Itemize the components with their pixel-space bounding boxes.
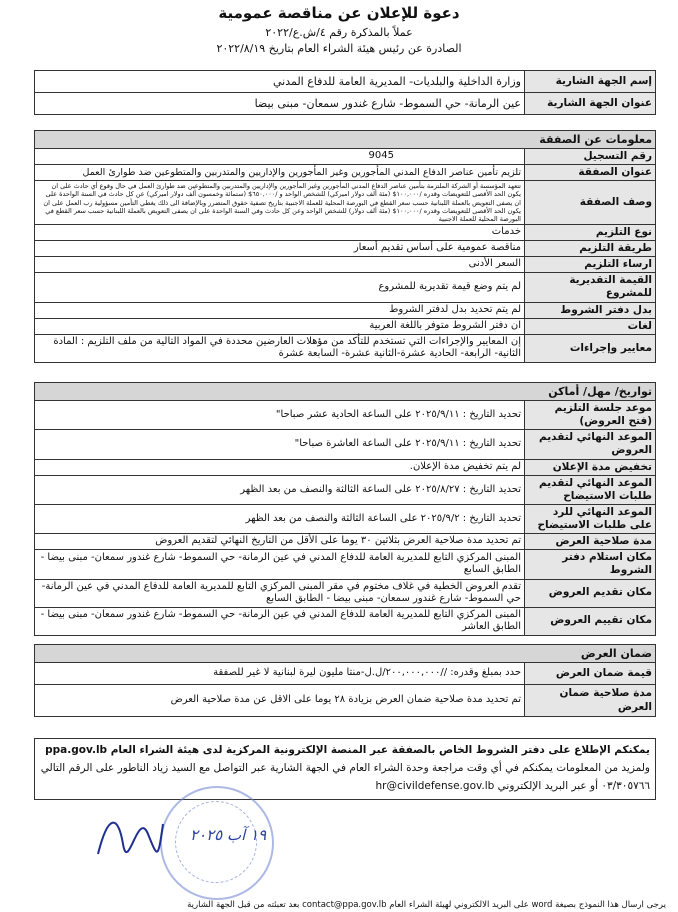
language-value: ان دفتر الشروط متوفر باللغة العربية — [35, 318, 525, 334]
dates-row-value: تحديد التاريخ : ٢٠٢٥/٩/٢ على الساعة الثالثة والنصف من بعد الظهر — [35, 504, 525, 533]
deal-info-table — [34, 130, 656, 363]
criteria-label: معايير وإجراءات — [525, 334, 656, 362]
guarantee-value: حدد بمبلغ وقدره: //٢٠٠,٠٠٠,٠٠٠/ل.ل-منتا مليون ليرة لبنانية لا غير للصفقة — [35, 663, 525, 685]
entity-address-value: عين الرمانة- حي السموط- شارع غندور سمعان- مبنى بيضا — [35, 93, 525, 115]
fee-label: بدل دفتر الشروط — [525, 302, 656, 318]
dates-row-label: مكان تقديم العروض — [525, 579, 656, 607]
handwritten-date: ١٩ آب ٢٠٢٥ — [190, 826, 267, 844]
memo-reference: عملاً بالمذكرة رقم ٤/ش.ع/٢٠٢٢ — [265, 26, 413, 39]
fee-value: لم يتم تحديد بدل لدفتر الشروط — [35, 302, 525, 318]
dates-row-value: تحديد التاريخ : ٢٠٢٥/٩/١١ على الساعة العاشرة صباحا" — [35, 430, 525, 459]
contact-info-cell — [35, 739, 656, 800]
footer-note: يرجى ارسال هذا النموذج بصيغة word على البريد الالكتروني لهيئة الشراء العام contact@ppa.gov.lb بعد تعبئته من قبل الجهة الشارية — [187, 900, 666, 910]
dates-row-label: الموعد النهائي للرد على طلبات الاستيضاح — [525, 504, 656, 533]
method-label: طريقة التلزيم — [525, 241, 656, 257]
dates-row-value: لم يتم تخفيض مدة الإعلان. — [35, 459, 525, 475]
reg-number: 9045 — [368, 150, 394, 162]
estimate-value: لم يتم وضع قيمة تقديرية للمشروع — [35, 273, 525, 302]
deal-title-value: تلزيم تأمين عناصر الدفاع المدني المأجورين وغير المأجورين والإداريين والمتدربين والمتطوعين ضد طوارئ العمل — [35, 165, 525, 181]
contact-info-table — [34, 738, 656, 800]
guarantee-validity-label: مدة صلاحية ضمان العرض — [525, 685, 656, 717]
language-label: لغات — [525, 318, 656, 334]
dates-row-label: الموعد النهائي لتقديم طلبات الاستيضاح — [525, 475, 656, 504]
dates-row-label: تخفيض مدة الإعلان — [525, 459, 656, 475]
guarantee-section-title: ضمان العرض — [35, 645, 656, 663]
dates-row-value: تحديد التاريخ : ٢٠٢٥/٩/١١ على الساعة الحادية عشر صباحا" — [35, 401, 525, 430]
award-value: السعر الأدنى — [35, 257, 525, 273]
entity-address-label: عنوان الجهة الشارية — [525, 93, 656, 115]
dates-row-value: المبنى المركزي التابع للمديرية العامة للدفاع المدني في عين الرمانة- حي السموط- شارع غندور سمعان- مبنى بيضا - الطابق العاشر — [35, 607, 525, 635]
dates-row-label: موعد جلسة التلزيم (فتح العروض) — [525, 401, 656, 430]
contact-line: ولمزيد من المعلومات يمكنكم في أي وقت مراجعة وحدة الشراء العام في الجهة الشارية عبر التواصل مع السيد زياد الناطور على الرقم التالي ٠٣/٣٠٥٧٦٦ أو عبر البريد الإلكتروني hr@civildefense.gov.lb — [40, 761, 650, 792]
type-value: خدمات — [35, 224, 525, 240]
document-title: دعوة للإعلان عن مناقصة عمومية — [218, 4, 460, 22]
signature-mark — [88, 804, 168, 864]
dates-row-label: مكان استلام دفتر الشروط — [525, 550, 656, 579]
dates-row-value: تحديد التاريخ : ٢٠٢٥/٨/٢٧ على الساعة الثالثة والنصف من بعد الظهر — [35, 475, 525, 504]
deal-desc-label: وصف الصفقة — [525, 181, 656, 225]
deal-desc-value: تتعهد المؤسسة أو الشركة الملتزمة بتأمين عناصر الدفاع المدني المأجورين وغير المأجورين والإداريين والمتدربين والمتطوعين ضد طوارئ العمل في حال وقوع أي حادث على ان يكون الحد الأقصى للتعويضات وقدره /١٠٠,٠٠٠$ (مئة ألف دولار اميركي) للشخص الواحد و /٦٥٠,٠٠٠$ (ستمائة وخمسون ألف دولار اميركي) عن كل حادث في السنة الواحدة على ان يصفى التعويض بالعملة اللبنانية حسب سعر القطع في البورصة المحلية للعملة الاجنبية بتاريخ تصفية حقوق المتضرر وبالإضافة الى ذلك يغطي التأمين مسؤولية رب العمل على ان يكون الحد الأقصى للتعويضات وقدره /١٠٠,٠٠٠$ (مئة ألف دولار) للشخص الواحد وعن كل حادث وفي السنة الواحدة على ان يصفى التعويض بالعملة اللبنانية حسب سعر القطع في البورصة المحلية للعملة الاجنبية — [35, 181, 525, 225]
platform-line: يمكنكم الإطلاع على دفتر الشروط الخاص بالصفقة عبر المنصة الإلكترونية المركزية لدى هيئة الشراء العام ppa.gov.lb — [45, 744, 650, 756]
entity-table — [34, 70, 656, 115]
deal-section-title: معلومات عن الصفقة — [35, 131, 656, 149]
reg-label: رقم التسجيل — [525, 149, 656, 165]
award-label: ارساء التلزيم — [525, 257, 656, 273]
dates-row-value: تم تحديد مدة صلاحية العرض بثلاثين ٣٠ يوما على الأقل من التاريخ النهائي لتقديم العروض — [35, 534, 525, 550]
dates-row-label: مدة صلاحية العرض — [525, 534, 656, 550]
issued-line: الصادرة عن رئيس هيئة الشراء العام بتاريخ ٢٠٢٢/٨/١٩ — [216, 42, 462, 55]
criteria-value: إن المعايير والإجراءات التي تستخدم للتأكد من مؤهلات العارضين محددة في المواد التالية من ملف التلزيم : المادة الثانية- الرابعة- الحادية عشرة-الثانية عشرة- السابعة عشرة — [35, 334, 525, 362]
guarantee-table — [34, 644, 656, 717]
guarantee-validity-value: تم تحديد مدة صلاحية ضمان العرض بزيادة ٢٨ يوما على الاقل عن مدة صلاحية العرض — [35, 685, 525, 717]
dates-row-value: المبنى المركزي التابع للمديرية العامة للدفاع المدني في عين الرمانة- حي السموط- شارع غندور سمعان- مبنى بيضا - الطابق السابع — [35, 550, 525, 579]
method-value: مناقصة عمومية على أساس تقديم أسعار — [35, 241, 525, 257]
estimate-label: القيمة التقديرية للمشروع — [525, 273, 656, 302]
type-label: نوع التلزيم — [525, 224, 656, 240]
dates-section-title: تواريخ/ مهل/ أماكن — [35, 383, 656, 401]
entity-name-label: إسم الجهة الشارية — [525, 71, 656, 93]
dates-row-label: الموعد النهائي لتقديم العروض — [525, 430, 656, 459]
entity-name-value: وزارة الداخلية والبلديات- المديرية العامة للدفاع المدني — [35, 71, 525, 93]
dates-table — [34, 382, 656, 636]
dates-row-value: تقدم العروض الخطية في غلاف مختوم في مقر المبنى المركزي التابع للمديرية العامة للدفاع المدني في عين الرمانة- حي السموط- شارع غندور سمعان- مبنى بيضا - الطابق السابع — [35, 579, 525, 607]
document-header — [0, 4, 678, 55]
dates-row-label: مكان تقييم العروض — [525, 607, 656, 635]
guarantee-value-label: قيمة ضمان العرض — [525, 663, 656, 685]
deal-title-label: عنوان الصفقة — [525, 165, 656, 181]
reg-value — [35, 149, 525, 165]
